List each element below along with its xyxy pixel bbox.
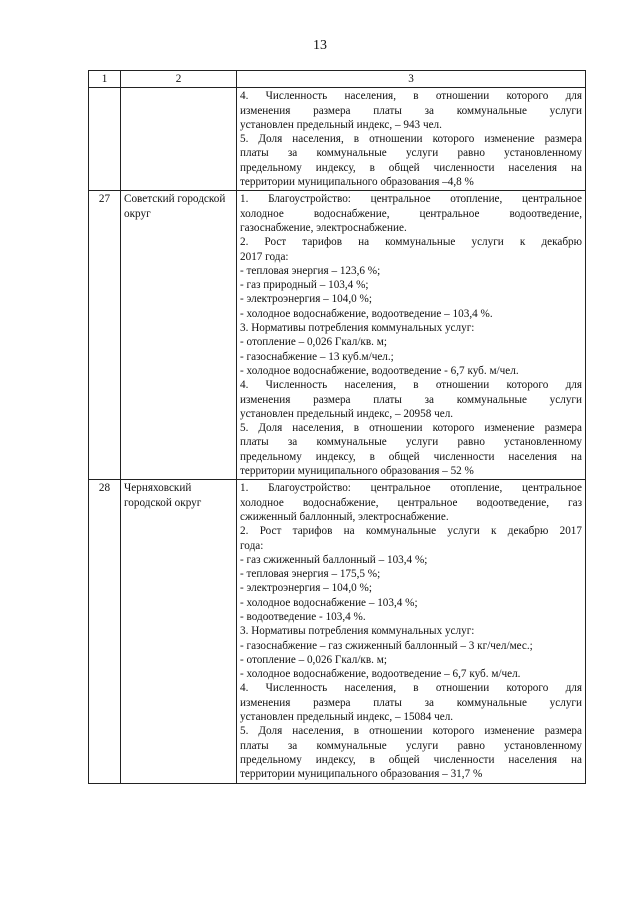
district-details xyxy=(237,191,586,480)
detail-line: - электроэнергия – 104,0 %; xyxy=(240,582,372,595)
detail-line: территории муниципального образования – 52 % xyxy=(240,465,474,478)
column-header-1: 1 xyxy=(89,71,121,88)
detail-line: 1. Благоустройство: центральное отопление, центральное xyxy=(240,482,582,495)
detail-line: - холодное водоснабжение, водоотведение – 103,4 %. xyxy=(240,307,493,320)
detail-line: предельному индексу, в общей численности населения на xyxy=(240,753,582,766)
detail-line: - холодное водоснабжение, водоотведение – 6,7 куб. м/чел. xyxy=(240,668,521,681)
table-header-row xyxy=(89,71,586,88)
district-details xyxy=(237,480,586,783)
detail-line: платы за коммунальные услуги равно установленному xyxy=(240,739,582,752)
detail-line: изменения размера платы за коммунальные услуги xyxy=(240,696,582,709)
detail-line: территории муниципального образования – 31,7 % xyxy=(240,768,483,781)
detail-line: 4. Численность населения, в отношении которого для xyxy=(240,90,582,103)
district-name: Черняховский городской округ xyxy=(121,480,237,783)
detail-line: 1. Благоустройство: центральное отопление, центральное xyxy=(240,193,582,206)
detail-line: холодное водоснабжение, центральное водоотведение, газ xyxy=(240,496,582,509)
detail-line: платы за коммунальные услуги равно установленному xyxy=(240,436,582,449)
detail-line: - водоотведение - 103,4 %. xyxy=(240,610,366,623)
row-number: 27 xyxy=(89,191,121,480)
column-header-2: 2 xyxy=(121,71,237,88)
detail-line: 3. Нормативы потребления коммунальных услуг: xyxy=(240,625,475,638)
detail-line: установлен предельный индекс, – 15084 чел. xyxy=(240,711,454,724)
detail-line: установлен предельный индекс, – 20958 чел. xyxy=(240,407,454,420)
detail-line: предельному индексу, в общей численности населения на xyxy=(240,161,582,174)
row-number: 28 xyxy=(89,480,121,783)
detail-line: территории муниципального образования –4,8 % xyxy=(240,176,474,189)
table-row xyxy=(89,480,586,783)
detail-line: 2. Рост тарифов на коммунальные услуги к декабрю xyxy=(240,236,582,249)
detail-line: - тепловая энергия – 175,5 %; xyxy=(240,568,381,581)
table-row xyxy=(89,191,586,480)
detail-line: - газ природный – 103,4 %; xyxy=(240,279,369,292)
detail-line: - газоснабжение – газ сжиженный баллонный – 3 кг/чел/мес.; xyxy=(240,639,533,652)
table-row xyxy=(89,88,586,191)
detail-line: 4. Численность населения, в отношении которого для xyxy=(240,379,582,392)
detail-line: предельному индексу, в общей численности населения на xyxy=(240,450,582,463)
detail-line: 3. Нормативы потребления коммунальных услуг: xyxy=(240,322,475,335)
detail-line: 5. Доля населения, в отношении которого изменение размера xyxy=(240,133,582,146)
column-header-3: 3 xyxy=(237,71,586,88)
row-number xyxy=(89,88,121,191)
district-name xyxy=(121,88,237,191)
district-details xyxy=(237,88,586,191)
detail-line: года: xyxy=(240,539,264,552)
detail-line: 2017 года: xyxy=(240,250,289,263)
detail-line: - тепловая энергия – 123,6 %; xyxy=(240,264,381,277)
detail-line: изменения размера платы за коммунальные услуги xyxy=(240,393,582,406)
detail-line: - отопление – 0,026 Гкал/кв. м; xyxy=(240,336,387,349)
detail-line: - электроэнергия – 104,0 %; xyxy=(240,293,372,306)
page-number: 13 xyxy=(313,38,327,53)
district-name: Советский городской округ xyxy=(121,191,237,480)
detail-line: 5. Доля населения, в отношении которого изменение размера xyxy=(240,725,582,738)
detail-line: 2. Рост тарифов на коммунальные услуги к декабрю 2017 xyxy=(240,525,582,538)
tariff-table xyxy=(88,70,586,784)
detail-line: - холодное водоснабжение, водоотведение - 6,7 куб. м/чел. xyxy=(240,364,519,377)
detail-line: изменения размера платы за коммунальные услуги xyxy=(240,104,582,117)
detail-line: - газ сжиженный баллонный – 103,4 %; xyxy=(240,553,428,566)
detail-line: 4. Численность населения, в отношении которого для xyxy=(240,682,582,695)
detail-line: платы за коммунальные услуги равно установленному xyxy=(240,147,582,160)
detail-line: установлен предельный индекс, – 943 чел. xyxy=(240,118,442,131)
detail-line: - отопление – 0,026 Гкал/кв. м; xyxy=(240,653,387,666)
detail-line: холодное водоснабжение, центральное водоотведение, xyxy=(240,207,582,220)
detail-line: - холодное водоснабжение – 103,4 %; xyxy=(240,596,418,609)
detail-line: газоснабжение, электроснабжение. xyxy=(240,221,407,234)
detail-line: сжиженный баллонный, электроснабжение. xyxy=(240,510,449,523)
detail-line: - газоснабжение – 13 куб.м/чел.; xyxy=(240,350,394,363)
detail-line: 5. Доля населения, в отношении которого изменение размера xyxy=(240,422,582,435)
